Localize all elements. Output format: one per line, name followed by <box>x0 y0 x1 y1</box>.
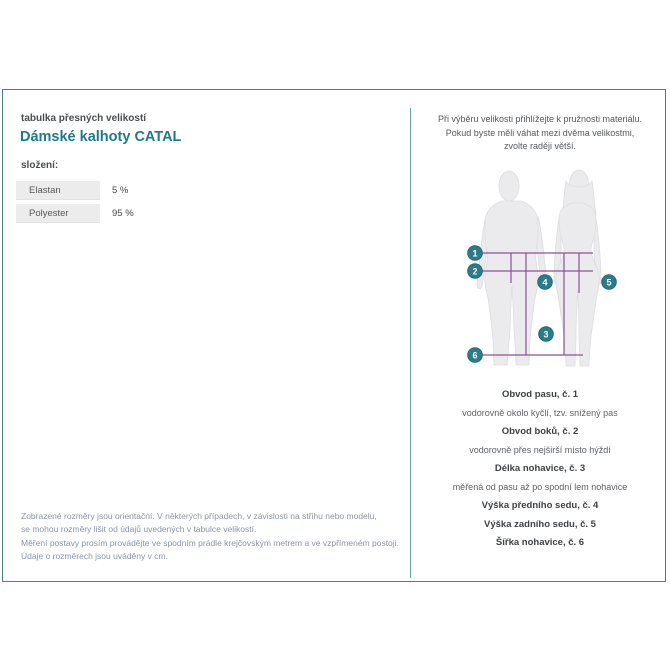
measurement-label: Výška předního sedu, č. 4 <box>481 500 599 511</box>
advice-line: Pokud byste měli váhat mezi dvěma velikostmi, <box>445 127 635 138</box>
measurement-caption: vodorovně okolo kyčlí, tzv. snížený pas <box>462 407 618 418</box>
measurement-caption: měřená od pasu až po spodní lem nohavice <box>452 481 628 492</box>
composition-table <box>16 181 236 227</box>
advice-line: Při výběru velikosti přihlížejte k pružnosti materiálu. <box>437 114 643 124</box>
material-cell: Elastan <box>16 181 100 200</box>
svg-text:4: 4 <box>542 277 548 288</box>
disclaimer-line: Údaje o rozměrech jsou uváděny v cm. <box>21 551 168 562</box>
percent-value: 95 % <box>112 208 134 219</box>
marker-5 <box>602 275 617 290</box>
marker-3 <box>539 327 554 342</box>
disclaimer-line: se mohou rozměry lišit od údajů uvedených v tabulce velikostí. <box>21 524 257 535</box>
table-row <box>16 204 236 223</box>
measurement-label: Obvod pasu, č. 1 <box>501 389 579 400</box>
percent-value: 5 % <box>112 185 129 196</box>
marker-1 <box>468 246 483 261</box>
svg-text:6: 6 <box>472 350 478 361</box>
marker-6 <box>468 348 483 363</box>
measurement-label: Délka nohavice, č. 3 <box>494 463 586 474</box>
marker-2 <box>468 264 483 279</box>
body-silhouette-right <box>554 170 601 366</box>
table-eyebrow: tabulka přesných velikostí <box>21 113 147 124</box>
body-silhouette-left <box>477 171 547 365</box>
svg-text:2: 2 <box>472 266 478 277</box>
svg-text:1: 1 <box>472 248 478 259</box>
material-cell: Polyester <box>16 204 100 223</box>
size-advice <box>412 113 668 154</box>
measurement-label: Výška zadního sedu, č. 5 <box>484 518 596 530</box>
disclaimer-line: Měření postavy prosím provádějte ve spodním prádle krejčovským metrem a ve vzpřímeném postoji. <box>21 537 399 548</box>
measurement-caption: vodorovně přes nejširší místo hýždí <box>469 444 611 455</box>
measurement-label: Šířka nohavice, č. 6 <box>495 537 585 548</box>
measurement-label: Obvod boků, č. 2 <box>501 426 579 437</box>
table-row <box>16 181 236 200</box>
column-divider <box>410 108 411 578</box>
measurements-list <box>412 388 668 555</box>
disclaimer-paragraph <box>21 510 401 564</box>
measurement-diagram <box>450 163 650 375</box>
product-title: Dámské kalhoty CATAL <box>20 129 182 145</box>
disclaimer-line: Zobrazené rozměry jsou orientační. V některých případech, v závislosti na střihu nebo modelu, <box>21 511 377 521</box>
advice-line: zvolte raději větší. <box>503 141 577 151</box>
svg-text:3: 3 <box>543 329 549 340</box>
svg-text:5: 5 <box>606 277 612 288</box>
marker-4 <box>538 275 553 290</box>
composition-label: složení: <box>21 160 59 171</box>
